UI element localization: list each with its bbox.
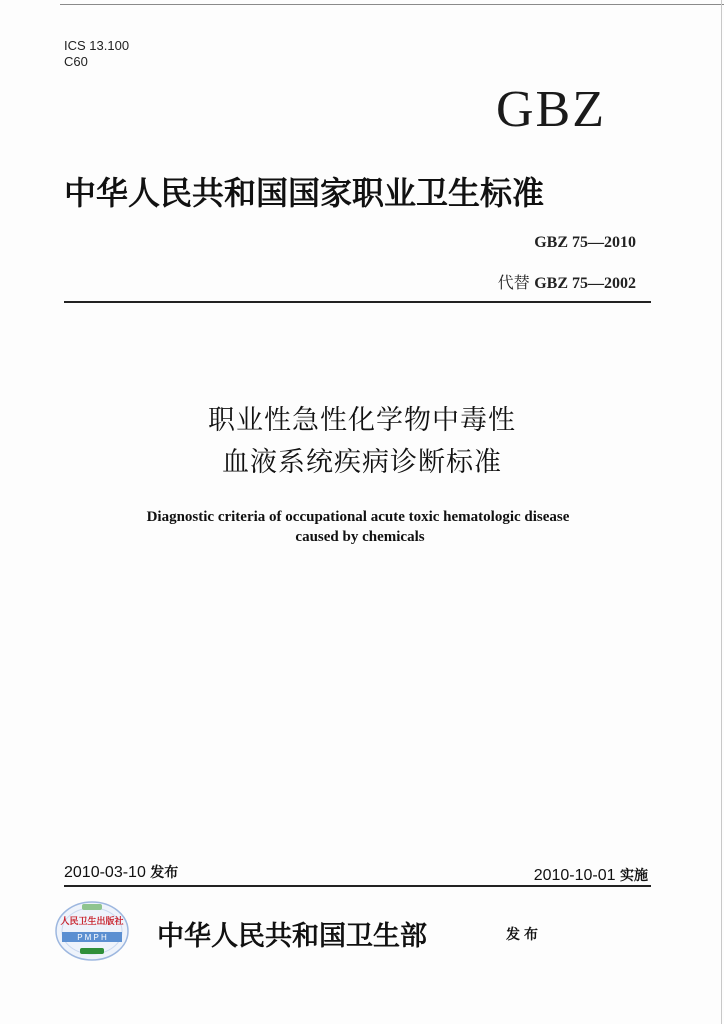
issuing-ministry: 中华人民共和国卫生部 bbox=[157, 921, 427, 952]
publisher-logo bbox=[52, 898, 132, 962]
ics-code: ICS 13.100 bbox=[64, 38, 130, 53]
footer-divider bbox=[64, 885, 651, 887]
issue-date-line bbox=[64, 862, 178, 882]
publisher-logo-abbr: P M P H bbox=[77, 933, 107, 942]
english-title-line-2: caused by chemicals bbox=[295, 529, 425, 545]
english-title-line-1: Diagnostic criteria of occupational acute toxic hematologic disease bbox=[146, 509, 570, 525]
standard-number bbox=[534, 234, 636, 252]
scan-edge-top bbox=[60, 4, 724, 5]
replaces-line bbox=[498, 270, 636, 293]
issue-label: 发布 bbox=[150, 865, 179, 881]
scan-edge-right bbox=[721, 0, 722, 1024]
implementation-date-line bbox=[534, 865, 648, 885]
implementation-date: 2010-10-01 bbox=[533, 867, 616, 884]
standard-number-value: GBZ 75—2010 bbox=[534, 234, 636, 251]
replaces-prefix: 代替 bbox=[497, 275, 530, 292]
gbz-logo: GBZ bbox=[496, 81, 606, 138]
national-standard-title: 中华人民共和国国家职业卫生标准 bbox=[64, 174, 545, 212]
ministry-issue-label: 发布 bbox=[506, 927, 542, 943]
class-code: C60 bbox=[64, 54, 88, 69]
publisher-logo-name: 人民卫生出版社 bbox=[60, 917, 124, 927]
chinese-title-line-2: 血液系统疾病诊断标准 bbox=[222, 447, 502, 478]
implementation-label: 实施 bbox=[620, 868, 648, 884]
chinese-title-line-1: 职业性急性化学物中毒性 bbox=[208, 405, 516, 436]
issue-date: 2010-03-10 bbox=[64, 864, 146, 881]
classification-codes bbox=[64, 38, 129, 70]
replaces-number: GBZ 75—2002 bbox=[534, 275, 636, 292]
header-divider bbox=[64, 301, 651, 303]
